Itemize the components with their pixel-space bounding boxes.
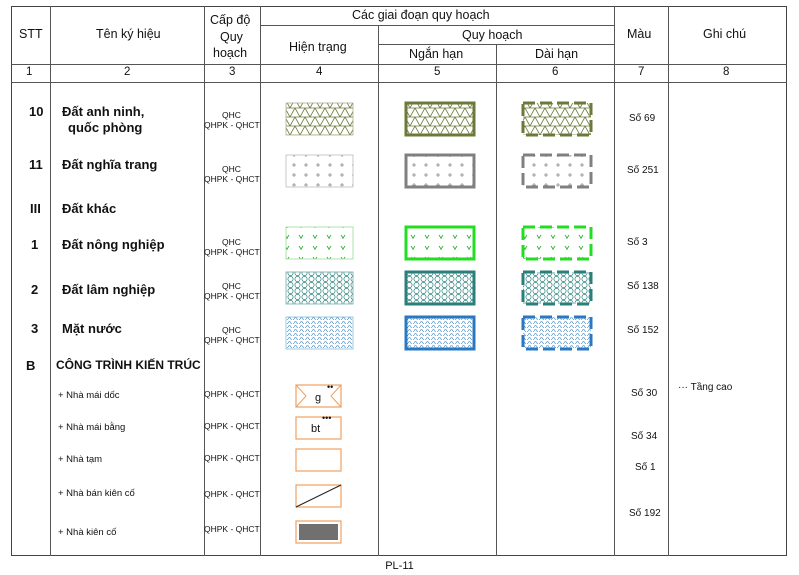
row-name: Đất nghĩa trang (62, 157, 158, 172)
row-color-code: Số 138 (627, 281, 659, 292)
symbol-label-bt: bt (311, 423, 321, 435)
row-name: Mặt nước (62, 321, 122, 336)
header-short-term: Ngắn hạn (409, 47, 464, 61)
swatch-current-water (286, 317, 353, 349)
symbol-semi-permanent-house (296, 485, 341, 507)
swatch-long-forestry (523, 272, 591, 304)
row-name: + Nhà tạm (58, 454, 103, 465)
row-note: ··· Tầng cao (678, 382, 733, 393)
row-color-code: Số 30 (631, 388, 658, 399)
column-number: 3 (229, 66, 236, 78)
row-level-qhpk: QHPK - QHCT (204, 291, 260, 301)
row-stt: III (30, 201, 41, 216)
row-color-code: Số 3 (627, 237, 648, 248)
swatch-current-defense (286, 103, 353, 135)
header-level-3: hoạch (213, 46, 248, 60)
header-note: Ghi chú (703, 27, 747, 41)
symbol-permanent-house (296, 521, 341, 543)
row-color-code: Số 192 (629, 508, 661, 519)
row-color-code: Số 1 (635, 462, 656, 473)
row-level-qhpk: QHPK - QHCT (204, 247, 260, 257)
row-level-qhpk: QHPK - QHCT (204, 453, 260, 463)
header-long-term: Dài hạn (535, 47, 579, 61)
column-number: 6 (552, 66, 559, 78)
header-level-2: Quy (220, 30, 243, 44)
swatch-current-cemetery (286, 155, 353, 187)
header-current: Hiện trạng (289, 40, 347, 54)
swatch-long-defense (523, 103, 591, 135)
column-number: 5 (434, 66, 441, 78)
row-name: Đất nông nghiệp (62, 237, 165, 252)
row-stt: 10 (29, 104, 44, 119)
row-stt: 11 (29, 157, 43, 172)
row-level-qhpk: QHPK - QHCT (204, 421, 260, 431)
row-stt: 2 (31, 282, 39, 297)
row-color-code: Số 69 (629, 113, 656, 124)
header-level: Cấp độ (210, 13, 251, 27)
swatch-short-cemetery (406, 155, 474, 187)
row-stt: 1 (31, 237, 39, 252)
row-level-qhpk: QHPK - QHCT (204, 120, 260, 130)
row-level-qhc: QHC (222, 164, 241, 174)
row-name: Đất anh ninh, (62, 104, 145, 119)
symbol-temporary-house (296, 449, 341, 471)
row-level-qhc: QHC (222, 325, 241, 335)
symbol-label-g: g (315, 392, 322, 404)
row-color-code: Số 152 (627, 325, 659, 336)
swatch-long-agriculture (523, 227, 591, 259)
header-name: Tên ký hiệu (96, 27, 161, 41)
row-name: + Nhà mái bằng (58, 422, 126, 433)
row-name: + Nhà mái dốc (58, 390, 120, 401)
header-planning: Quy hoạch (462, 28, 523, 42)
row-level-qhc: QHC (222, 281, 241, 291)
row-level-qhc: QHC (222, 110, 241, 120)
column-number: 1 (26, 66, 33, 78)
row-name: Đất khác (62, 201, 117, 216)
swatch-short-forestry (406, 272, 474, 304)
page-footer: PL-11 (385, 560, 414, 572)
row-name: CÔNG TRÌNH KIẾN TRÚC (56, 358, 201, 372)
column-number: 7 (638, 66, 645, 78)
symbol-dots: ••• (322, 413, 332, 423)
header-stt: STT (19, 27, 43, 41)
header-color: Màu (627, 27, 652, 41)
column-number: 2 (124, 66, 131, 78)
swatch-long-water (523, 317, 591, 349)
swatch-current-agriculture (286, 227, 353, 259)
column-number: 4 (316, 66, 323, 78)
row-level-qhpk: QHPK - QHCT (204, 524, 260, 534)
swatch-current-forestry (286, 272, 353, 304)
row-level-qhpk: QHPK - QHCT (204, 489, 260, 499)
header-stages: Các giai đoạn quy hoạch (352, 8, 490, 22)
column-number: 8 (723, 66, 730, 78)
row-stt: 3 (31, 321, 39, 336)
row-name: Đất lâm nghiệp (62, 282, 156, 297)
row-color-code: Số 251 (627, 165, 659, 176)
row-color-code: Số 34 (631, 431, 658, 442)
swatch-long-cemetery (523, 155, 591, 187)
row-name: + Nhà kiên cố (58, 527, 117, 538)
swatch-short-agriculture (406, 227, 474, 259)
row-level-qhpk: QHPK - QHCT (204, 174, 260, 184)
row-level-qhpk: QHPK - QHCT (204, 335, 260, 345)
row-stt: B (26, 358, 36, 373)
swatch-short-water (406, 317, 474, 349)
row-level-qhpk: QHPK - QHCT (204, 389, 260, 399)
row-name: + Nhà bán kiên cố (58, 488, 135, 499)
symbol-dots: •• (327, 382, 334, 392)
row-level-qhc: QHC (222, 237, 241, 247)
row-name-line2: quốc phòng (68, 120, 143, 135)
swatch-short-defense (406, 103, 474, 135)
